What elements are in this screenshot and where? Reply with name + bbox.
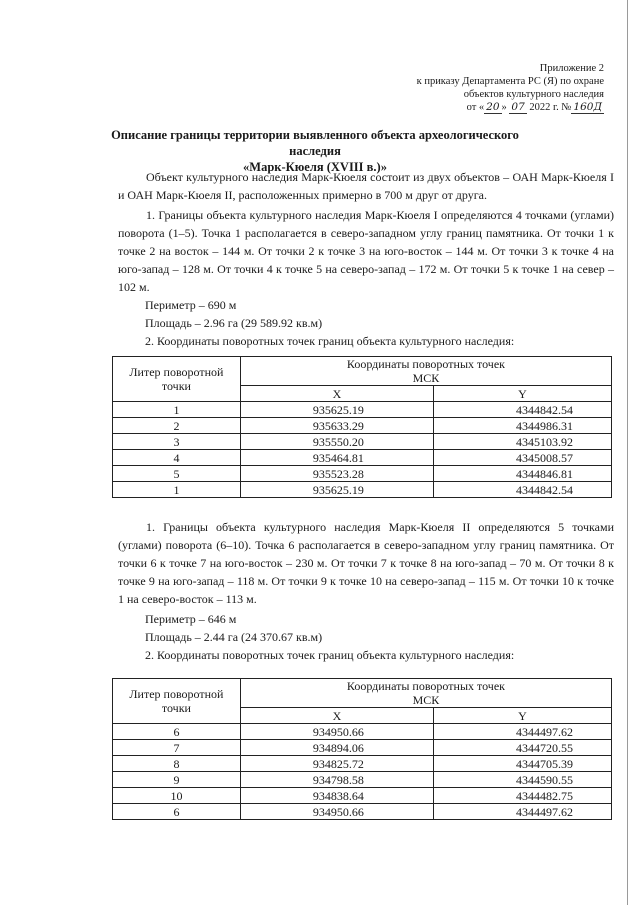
y-cell: 4344846.81 [434, 466, 612, 482]
object1-description: 1. Границы объекта культурного наследия Марк-Кюеля I определяются 4 точками (углами) поворота (1–5). Точка 1 располагается в северо-западном углу границ памятника. От точки 1 к точке 2 на восток – 144 м. От точки 2 к точке 3 на юго-восток – 144 м. От точки 3 к точке 4 на юго-запад – 128 м. От точки 4 к точке 5 на северо-запад – 172 м. От точки 5 к точке 1 на север – 102 м. [118, 208, 614, 294]
col-x-header: X [240, 386, 433, 402]
x-cell: 934950.66 [240, 804, 433, 820]
approval-line-2: к приказу Департамента РС (Я) по охране [416, 76, 604, 87]
approval-number: 160Д [573, 101, 602, 113]
table-row [113, 402, 612, 418]
y-cell: 4344720.55 [434, 740, 612, 756]
object2-coords-heading: 2. Координаты поворотных точек границ объекта культурного наследия: [145, 648, 515, 662]
y-cell: 4344842.54 [434, 482, 612, 498]
col-y-header: Y [434, 708, 612, 724]
object1-coords-heading: 2. Координаты поворотных точек границ объекта культурного наследия: [145, 334, 515, 348]
point-cell: 6 [113, 804, 241, 820]
point-cell: 3 [113, 434, 241, 450]
y-cell: 4344482.75 [434, 788, 612, 804]
table-row [113, 804, 612, 820]
y-cell: 4345103.92 [434, 434, 612, 450]
point-cell: 8 [113, 756, 241, 772]
x-cell: 935550.20 [240, 434, 433, 450]
table-row [113, 418, 612, 434]
object1-area: Площадь – 2.96 га (29 589.92 кв.м) [145, 316, 323, 330]
y-cell: 4345008.57 [434, 450, 612, 466]
x-cell: 934838.64 [240, 788, 433, 804]
x-cell: 934894.06 [240, 740, 433, 756]
col-coords-title: Координаты поворотных точек [346, 679, 505, 693]
approval-year: 2022 г. № [526, 102, 572, 113]
col-point-header: Литер поворотной точки [113, 679, 241, 724]
title-line-1: Описание границы территории выявленного объекта археологического наследия [111, 128, 519, 158]
table-row [113, 482, 612, 498]
table-row [113, 740, 612, 756]
col-y-header: Y [434, 386, 612, 402]
x-cell: 935633.29 [240, 418, 433, 434]
point-cell: 4 [113, 450, 241, 466]
x-cell: 935464.81 [240, 450, 433, 466]
table-row [113, 788, 612, 804]
y-cell: 4344986.31 [434, 418, 612, 434]
x-cell: 934798.58 [240, 772, 433, 788]
col-coords-header [240, 679, 611, 708]
table-row [113, 772, 612, 788]
approval-line-4 [354, 101, 604, 114]
col-system-title: МСК [412, 693, 440, 707]
page-edge-line [627, 0, 628, 905]
y-cell: 4344590.55 [434, 772, 612, 788]
point-cell: 7 [113, 740, 241, 756]
point-cell: 10 [113, 788, 241, 804]
point-cell: 2 [113, 418, 241, 434]
table-row [113, 434, 612, 450]
point-cell: 1 [113, 482, 241, 498]
table-row [113, 724, 612, 740]
col-coords-header [240, 357, 611, 386]
object2-coords-table [112, 678, 612, 820]
object1-perimeter: Периметр – 690 м [145, 298, 237, 312]
y-cell: 4344842.54 [434, 402, 612, 418]
col-coords-title: Координаты поворотных точек [346, 357, 505, 371]
table-row [113, 466, 612, 482]
x-cell: 934825.72 [240, 756, 433, 772]
point-cell: 6 [113, 724, 241, 740]
col-x-header: X [240, 708, 433, 724]
approval-day: 20 [486, 101, 500, 113]
object2-area: Площадь – 2.44 га (24 370.67 кв.м) [145, 630, 323, 644]
title-line-2: «Марк-Кюеля (XVIII в.)» [243, 160, 387, 174]
approval-date-prefix: от « [466, 102, 485, 113]
approval-line-3: объектов культурного наследия [463, 89, 604, 100]
approval-month: 07 [511, 101, 525, 113]
object2-description: 1. Границы объекта культурного наследия Марк-Кюеля II определяются 5 точками (углами) поворота (6–10). Точка 6 располагается в северо-западном углу границ памятника. От точки 6 к точке 7 на юго-восток – 230 м. От точки 7 к точке 8 на юго-запад – 70 м. От точки 8 к точке 9 на юго-запад – 118 м. От точки 9 к точке 10 на северо-запад – 115 м. От точки 10 к точке 1 на северо-восток – 113 м. [118, 520, 614, 606]
y-cell: 4344497.62 [434, 724, 612, 740]
approval-date-mid: » [501, 102, 510, 113]
intro-paragraph: Объект культурного наследия Марк-Кюеля состоит из двух объектов – ОАН Марк-Кюеля I и ОАН Марк-Кюеля II, расположенных примерно в 700 м друг от друга. [118, 170, 614, 202]
point-cell: 5 [113, 466, 241, 482]
x-cell: 935625.19 [240, 402, 433, 418]
col-system-title: МСК [412, 371, 440, 385]
object1-coords-table [112, 356, 612, 498]
object2-perimeter: Периметр – 646 м [145, 612, 237, 626]
point-cell: 1 [113, 402, 241, 418]
x-cell: 934950.66 [240, 724, 433, 740]
col-point-header: Литер поворотной точки [113, 357, 241, 402]
table-row [113, 450, 612, 466]
y-cell: 4344497.62 [434, 804, 612, 820]
x-cell: 935523.28 [240, 466, 433, 482]
approval-stamp [354, 62, 604, 114]
point-cell: 9 [113, 772, 241, 788]
x-cell: 935625.19 [240, 482, 433, 498]
approval-line-1: Приложение 2 [539, 63, 604, 74]
y-cell: 4344705.39 [434, 756, 612, 772]
table-row [113, 756, 612, 772]
